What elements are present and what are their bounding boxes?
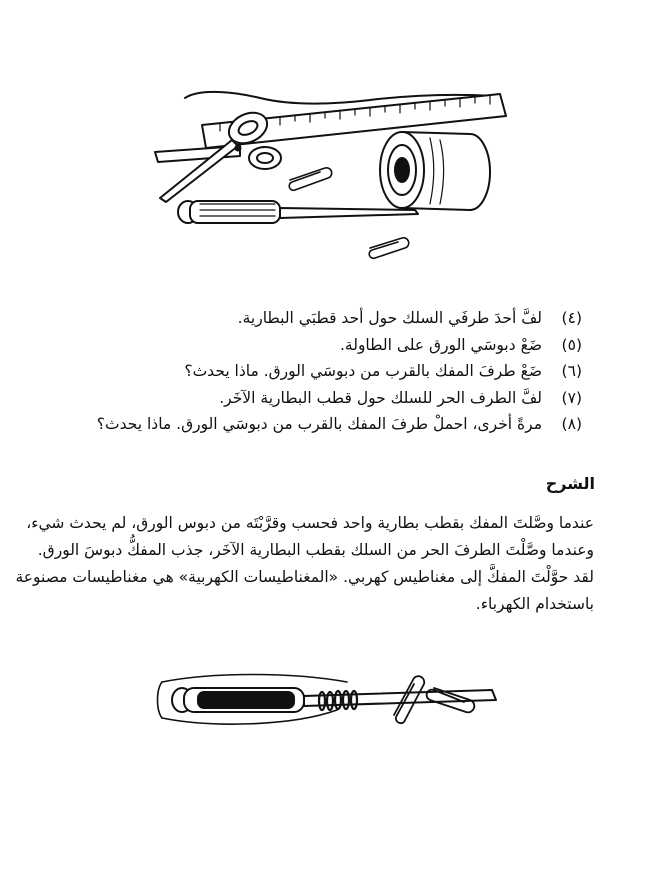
step-text: ضَعْ طرفَ المفك بالقرب من دبوسَي الورق. ماذا يحدث؟ <box>184 362 542 380</box>
step-text: مرةً أخرى، احملْ طرفَ المفك بالقرب من دبوسَي الورق. ماذا يحدث؟ <box>96 415 542 433</box>
battery-icon <box>380 132 490 210</box>
step-text: لفَّ الطرف الحر للسلك حول قطب البطارية الآخَر. <box>219 388 542 407</box>
screwdriver-coiled-wire-icon <box>158 675 497 725</box>
explanation-paragraph <box>15 510 594 618</box>
step-number: (٧) <box>561 388 582 407</box>
step-number: (٦) <box>561 362 582 380</box>
step-text: لفَّ أحدَ طرفَي السلك حول أحد قطبَي البطارية. <box>237 309 542 327</box>
screwdriver-icon <box>178 201 418 223</box>
explanation-line: لقد حوَّلْتَ المفكَّ إلى مغناطيس كهربي. «المغناطيسات الكهربية» هي مغناطيسات مصنوعة <box>15 568 594 586</box>
explanation-line: وعندما وصَّلْتَ الطرفَ الحر من السلك بقطب البطارية الآخَر، جذب المفكُّ دبوسَ الورق. <box>37 541 594 559</box>
step-number: (٥) <box>561 335 582 354</box>
step-item <box>62 305 582 332</box>
explanation-line: باستخدام الكهرباء. <box>475 595 594 613</box>
step-item <box>62 411 582 438</box>
step-number: (٤) <box>561 309 582 327</box>
step-number: (٨) <box>561 415 582 433</box>
explanation-line: عندما وصَّلتَ المفك بقطب بطارية واحد فحسب وقرَّبْتَه من دبوس الورق، لم يحدث شيء، <box>26 514 594 532</box>
scissors-icon <box>155 107 281 202</box>
step-text: ضَعْ دبوسَي الورق على الطاولة. <box>339 335 542 354</box>
step-item <box>62 332 582 359</box>
materials-illustration <box>140 80 510 260</box>
explanation-heading: الشرح <box>545 474 595 493</box>
step-item <box>62 385 582 412</box>
electromagnet-illustration <box>152 660 502 740</box>
steps-list <box>62 305 582 438</box>
step-item <box>62 358 582 385</box>
